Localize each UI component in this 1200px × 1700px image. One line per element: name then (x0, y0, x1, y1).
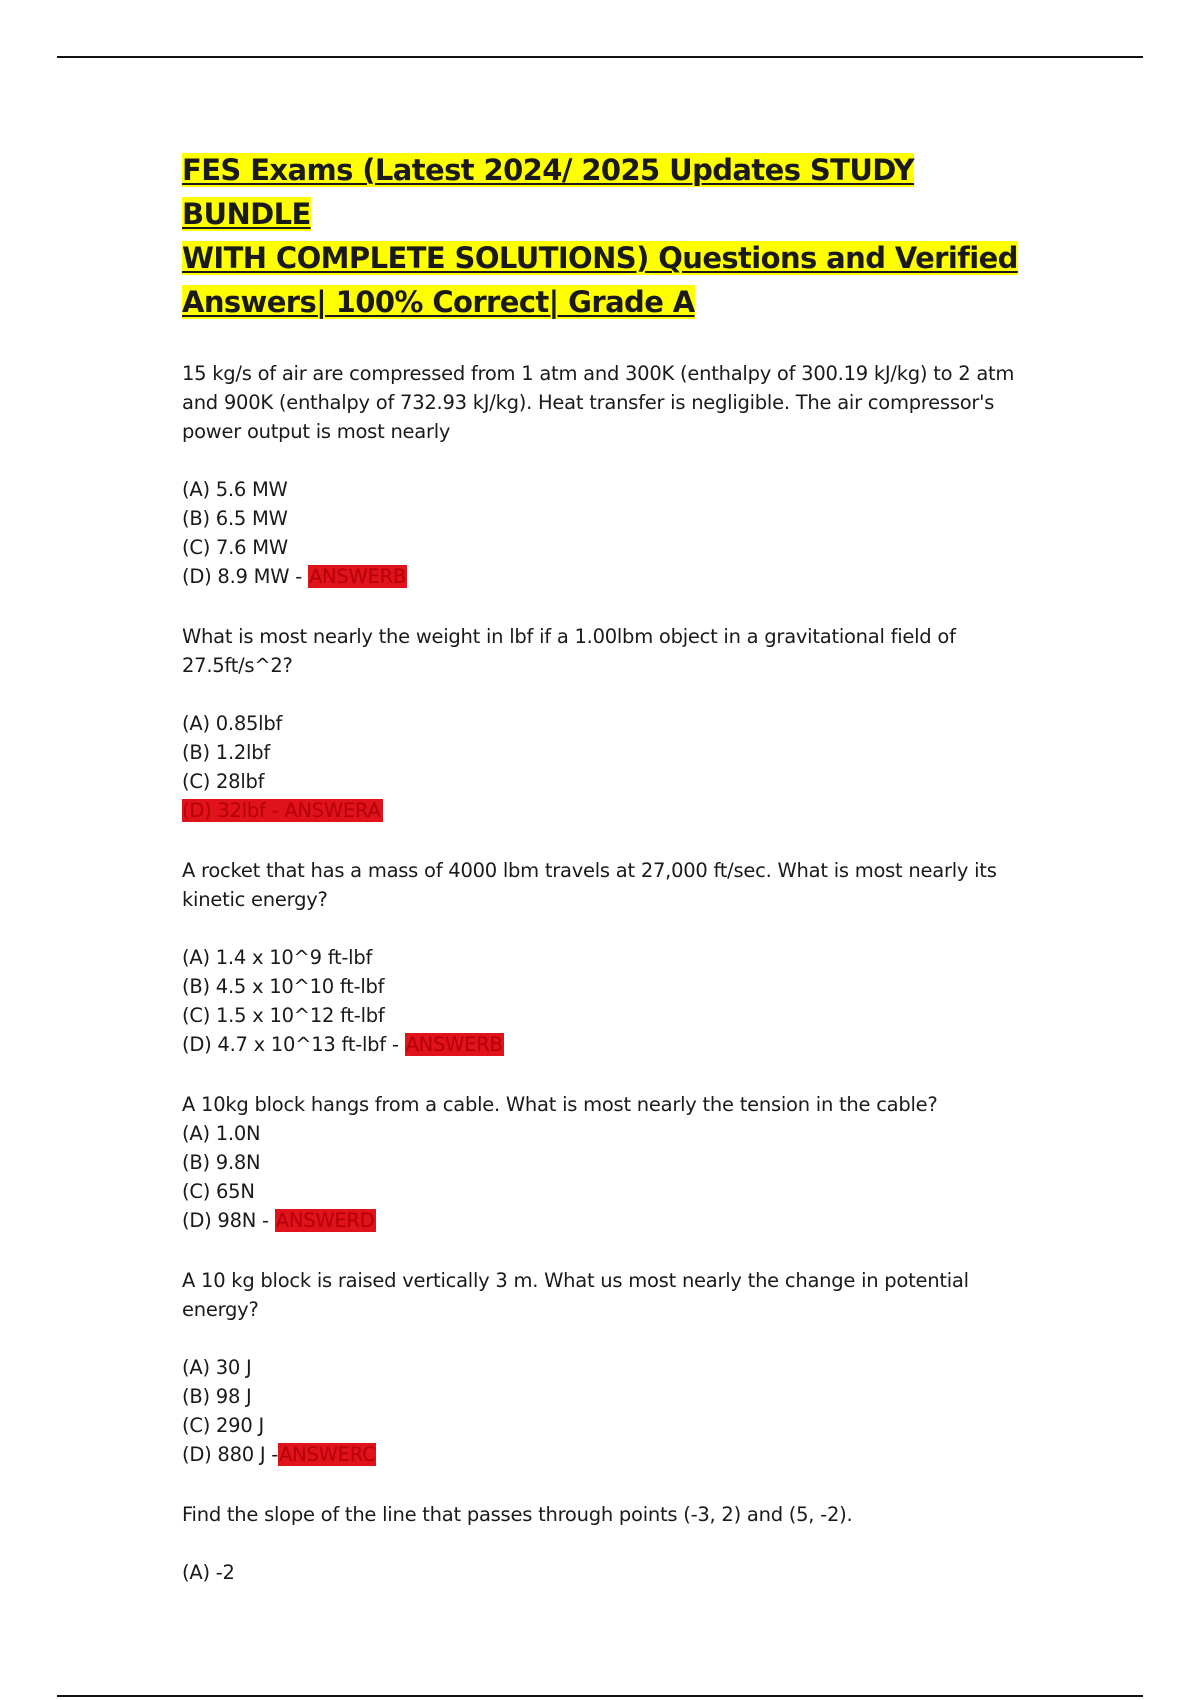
option-b: (B) 98 J (182, 1385, 252, 1408)
question-2 (182, 622, 1042, 825)
option-d (182, 1440, 1042, 1469)
option-a: (A) 1.0N (182, 1122, 261, 1145)
option-c: (C) 7.6 MW (182, 536, 288, 559)
document-title (182, 148, 1042, 324)
question-text: A 10 kg block is raised vertically 3 m. What us most nearly the change in potential energy? (182, 1269, 969, 1321)
question-text: A rocket that has a mass of 4000 lbm travels at 27,000 ft/sec. What is most nearly its kinetic energy? (182, 859, 997, 911)
option-c: (C) 1.5 x 10^12 ft-lbf (182, 1004, 385, 1027)
option-a: (A) 30 J (182, 1356, 252, 1379)
title-line-3: Answers| 100% Correct| Grade A (182, 285, 695, 319)
question-6 (182, 1500, 1042, 1587)
option-b: (B) 4.5 x 10^10 ft-lbf (182, 975, 385, 998)
document-body (182, 148, 1042, 1587)
option-d (182, 1030, 1042, 1059)
option-d-label: (D) 98N - (182, 1209, 275, 1232)
bottom-rule (57, 1695, 1143, 1697)
option-a: (A) 1.4 x 10^9 ft-lbf (182, 946, 373, 969)
title-line-1: FES Exams (Latest 2024/ 2025 Updates STUDY BUNDLE (182, 153, 915, 231)
question-3 (182, 856, 1042, 1059)
question-1 (182, 359, 1042, 591)
option-a: (A) 5.6 MW (182, 478, 288, 501)
answer-mark: ANSWERD (275, 1209, 375, 1232)
answer-mark: ANSWERB (405, 1033, 503, 1056)
question-text: What is most nearly the weight in lbf if a 1.00lbm object in a gravitational field of 27.5ft/s^2? (182, 625, 956, 677)
option-c: (C) 290 J (182, 1414, 264, 1437)
option-b: (B) 9.8N (182, 1151, 261, 1174)
option-d (182, 562, 1042, 591)
option-a: (A) -2 (182, 1561, 235, 1584)
top-rule (57, 56, 1143, 58)
answer-mark: ANSWERB (308, 565, 407, 588)
option-d (182, 1206, 1042, 1235)
answer-mark: ANSWERC (279, 1443, 376, 1466)
highlighted-answer-option: (D) 32lbf - ANSWERA (182, 799, 381, 822)
question-text: Find the slope of the line that passes through points (-3, 2) and (5, -2). (182, 1503, 853, 1526)
option-d-label: (D) 4.7 x 10^13 ft-lbf - (182, 1033, 405, 1056)
question-5 (182, 1266, 1042, 1469)
question-text: A 10kg block hangs from a cable. What is most nearly the tension in the cable? (182, 1093, 938, 1116)
option-b: (B) 6.5 MW (182, 507, 288, 530)
option-c: (C) 65N (182, 1180, 255, 1203)
question-4 (182, 1090, 1042, 1235)
option-d (182, 796, 1042, 825)
option-d-label: (D) 8.9 MW - (182, 565, 308, 588)
title-line-2: WITH COMPLETE SOLUTIONS) Questions and Verified (182, 241, 1018, 275)
option-d-label: (D) 880 J - (182, 1443, 279, 1466)
option-b: (B) 1.2lbf (182, 741, 270, 764)
question-text: 15 kg/s of air are compressed from 1 atm and 300K (enthalpy of 300.19 kJ/kg) to 2 atm and 900K (enthalpy of 732.93 kJ/kg). Heat transfer is negligible. The air compressor's power output is most nearly (182, 362, 1015, 443)
option-a: (A) 0.85lbf (182, 712, 283, 735)
option-c: (C) 28lbf (182, 770, 265, 793)
